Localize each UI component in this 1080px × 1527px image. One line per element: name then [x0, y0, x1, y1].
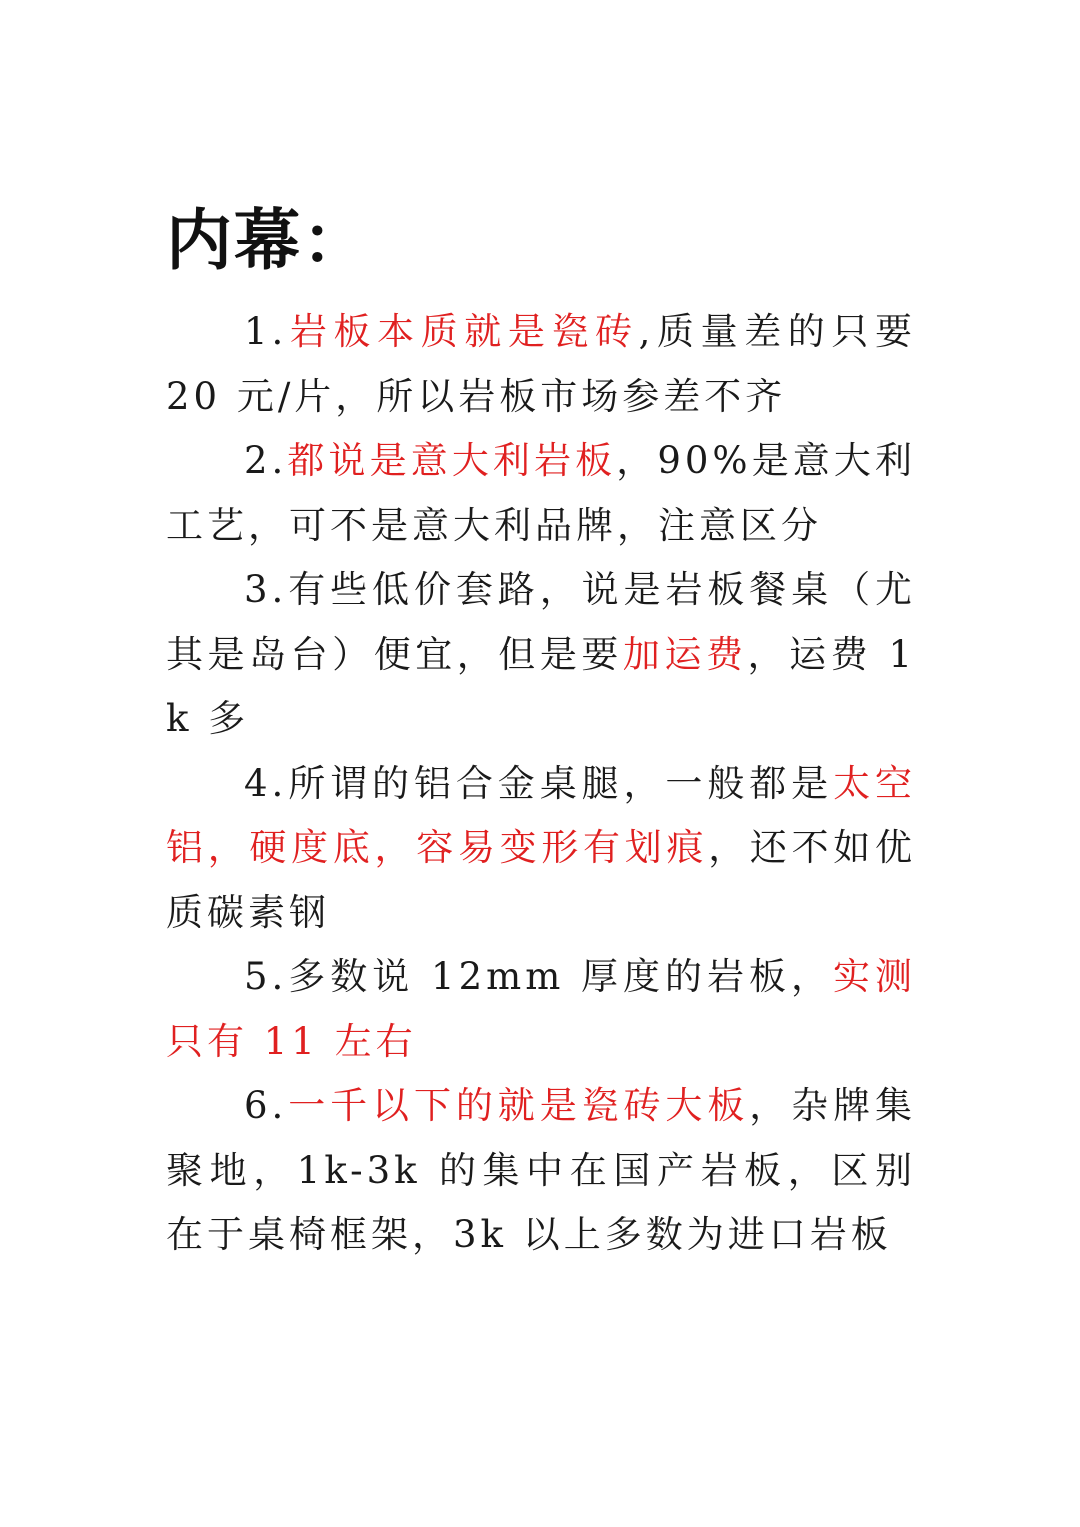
item-2-text-b: ，90%是意大利工艺，可不是意大利品牌，注意区分	[166, 439, 917, 547]
document-page	[166, 200, 916, 1268]
item-6-highlight: 一千以下的就是瓷砖大板	[287, 1084, 750, 1127]
item-4-text-b: ，还不如优质碳素钢	[166, 826, 917, 934]
item-4-highlight: 太空铝，硬度底，容易变形有划痕	[166, 761, 916, 869]
item-1-highlight: 岩板本质就是瓷砖	[287, 310, 639, 353]
list-item-4	[166, 752, 916, 946]
list-item-5	[166, 945, 916, 1074]
list-item-1	[166, 300, 916, 429]
item-2-text-a: 2.	[244, 439, 288, 482]
page-title: 内幕：	[166, 201, 370, 279]
item-5-text-a: 5.多数说 12mm 厚度的岩板，	[244, 955, 834, 998]
list-item-3	[166, 558, 916, 752]
item-1-text-b: ,质量差的只要 20 元/片，所以岩板市场参差不齐	[166, 310, 917, 418]
item-2-highlight: 都说是意大利岩板	[287, 439, 617, 482]
item-5-highlight: 实测只有 11 左右	[166, 955, 917, 1063]
item-6-text-b: ，杂牌集聚地，1k-3k 的集中在国产岩板，区别在于桌椅框架，3k 以上多数为进口岩板	[166, 1084, 917, 1256]
item-6-text-a: 6.	[244, 1084, 288, 1127]
item-1-text-a: 1.	[244, 310, 288, 353]
item-4-text-a: 4.所谓的铝合金桌腿，一般都是	[244, 761, 834, 805]
list-item-6	[166, 1074, 916, 1268]
item-3-text-b: ，运费 1k 多	[166, 632, 917, 740]
list-item-2	[166, 429, 916, 558]
item-3-highlight: 加运费	[622, 632, 748, 676]
item-3-text-a: 3.有些低价套路，说是岩板餐桌（尤其是岛台）便宜，但是要	[166, 568, 916, 676]
